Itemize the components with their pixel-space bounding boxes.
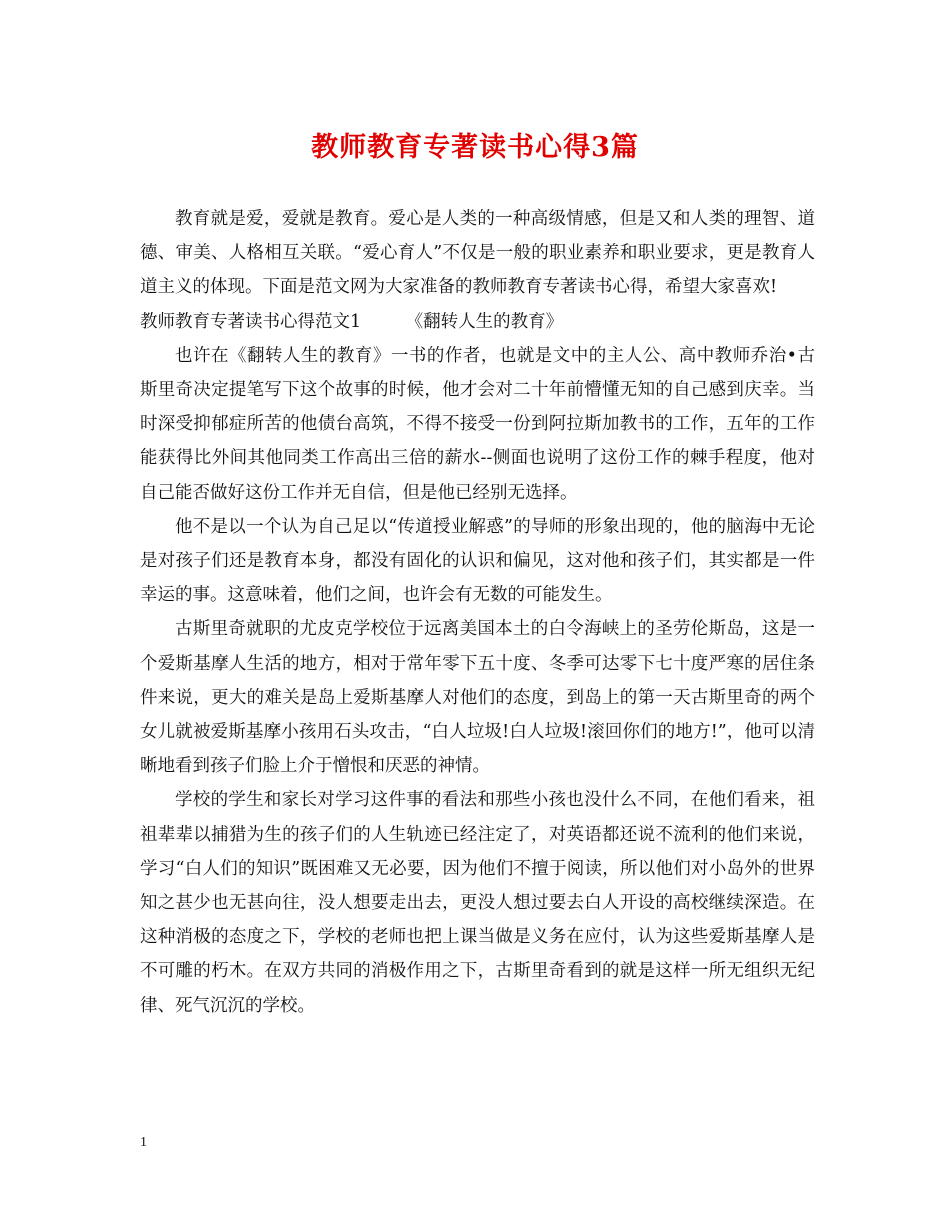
body-paragraph-4: 学校的学生和家长对学习这件事的看法和那些小孩也没什么不同，在他们看来，祖祖辈辈以捕猎为生的孩子们的人生轨迹已经注定了，对英语都还说不流利的他们来说，学习“白人们的知识”既困难又无必要，因为他们不擅于阅读，所以他们对小岛外的世界知之甚少也无甚向往，没人想要走出去，更没人想过要去白人开设的高校继续深造。在这种消极的态度之下，学校的老师也把上课当做是义务在应付，认为这些爱斯基摩人是不可雕的朽木。在双方共同的消极作用之下，古斯里奇看到的就是这样一所无组织无纪律、死气沉沉的学校。 (140, 790, 815, 1016)
page-number: 1 (140, 1135, 147, 1150)
body-paragraph-2: 他不是以一个认为自己足以“传道授业解惑”的导师的形象出现的，他的脑海中无论是对孩子们还是教育本身，都没有固化的认识和偏见，这对他和孩子们，其实都是一件幸运的事。这意味着，他们之间，也许会有无数的可能发生。 (140, 516, 815, 606)
body-paragraph-3: 古斯里奇就职的尤皮克学校位于远离美国本土的白令海峡上的圣劳伦斯岛，这是一个爱斯基摩人生活的地方，相对于常年零下五十度、冬季可达零下七十度严寒的居住条件来说，更大的难关是岛上爱斯基摩人对他们的态度，到岛上的第一天古斯里奇的两个女儿就被爱斯基摩小孩用石头攻击，“白人垃圾!白人垃圾!滚回你们的地方!”，他可以清晰地看到孩子们脸上介于憎恨和厌恶的神情。 (140, 619, 815, 777)
intro-paragraph: 教育就是爱，爱就是教育。爱心是人类的一种高级情感，但是又和人类的理智、道德、审美、人格相互关联。“爱心育人”不仅是一般的职业素养和职业要求，更是教育人道主义的体现。下面是范文网为大家准备的教师教育专著读书心得，希望大家喜欢! (140, 209, 815, 298)
document-title: 教师教育专著读书心得3篇 (311, 132, 639, 163)
document-body (140, 202, 815, 1023)
body-paragraph-1: 也许在《翻转人生的教育》一书的作者，也就是文中的主人公、高中教师乔治•古斯里奇决定提笔写下这个故事的时候，他才会对二十年前懵懂无知的自己感到庆幸。当时深受抑郁症所苦的他债台高筑，不得不接受一份到阿拉斯加教书的工作，五年的工作能获得比外间其他同类工作高出三倍的薪水--侧面也说明了这份工作的棘手程度，他对自己能否做好这份工作并无自信，但是他已经别无选择。 (140, 345, 815, 503)
section-subheading: 教师教育专著读书心得范文1 《翻转人生的教育》 (140, 311, 564, 332)
